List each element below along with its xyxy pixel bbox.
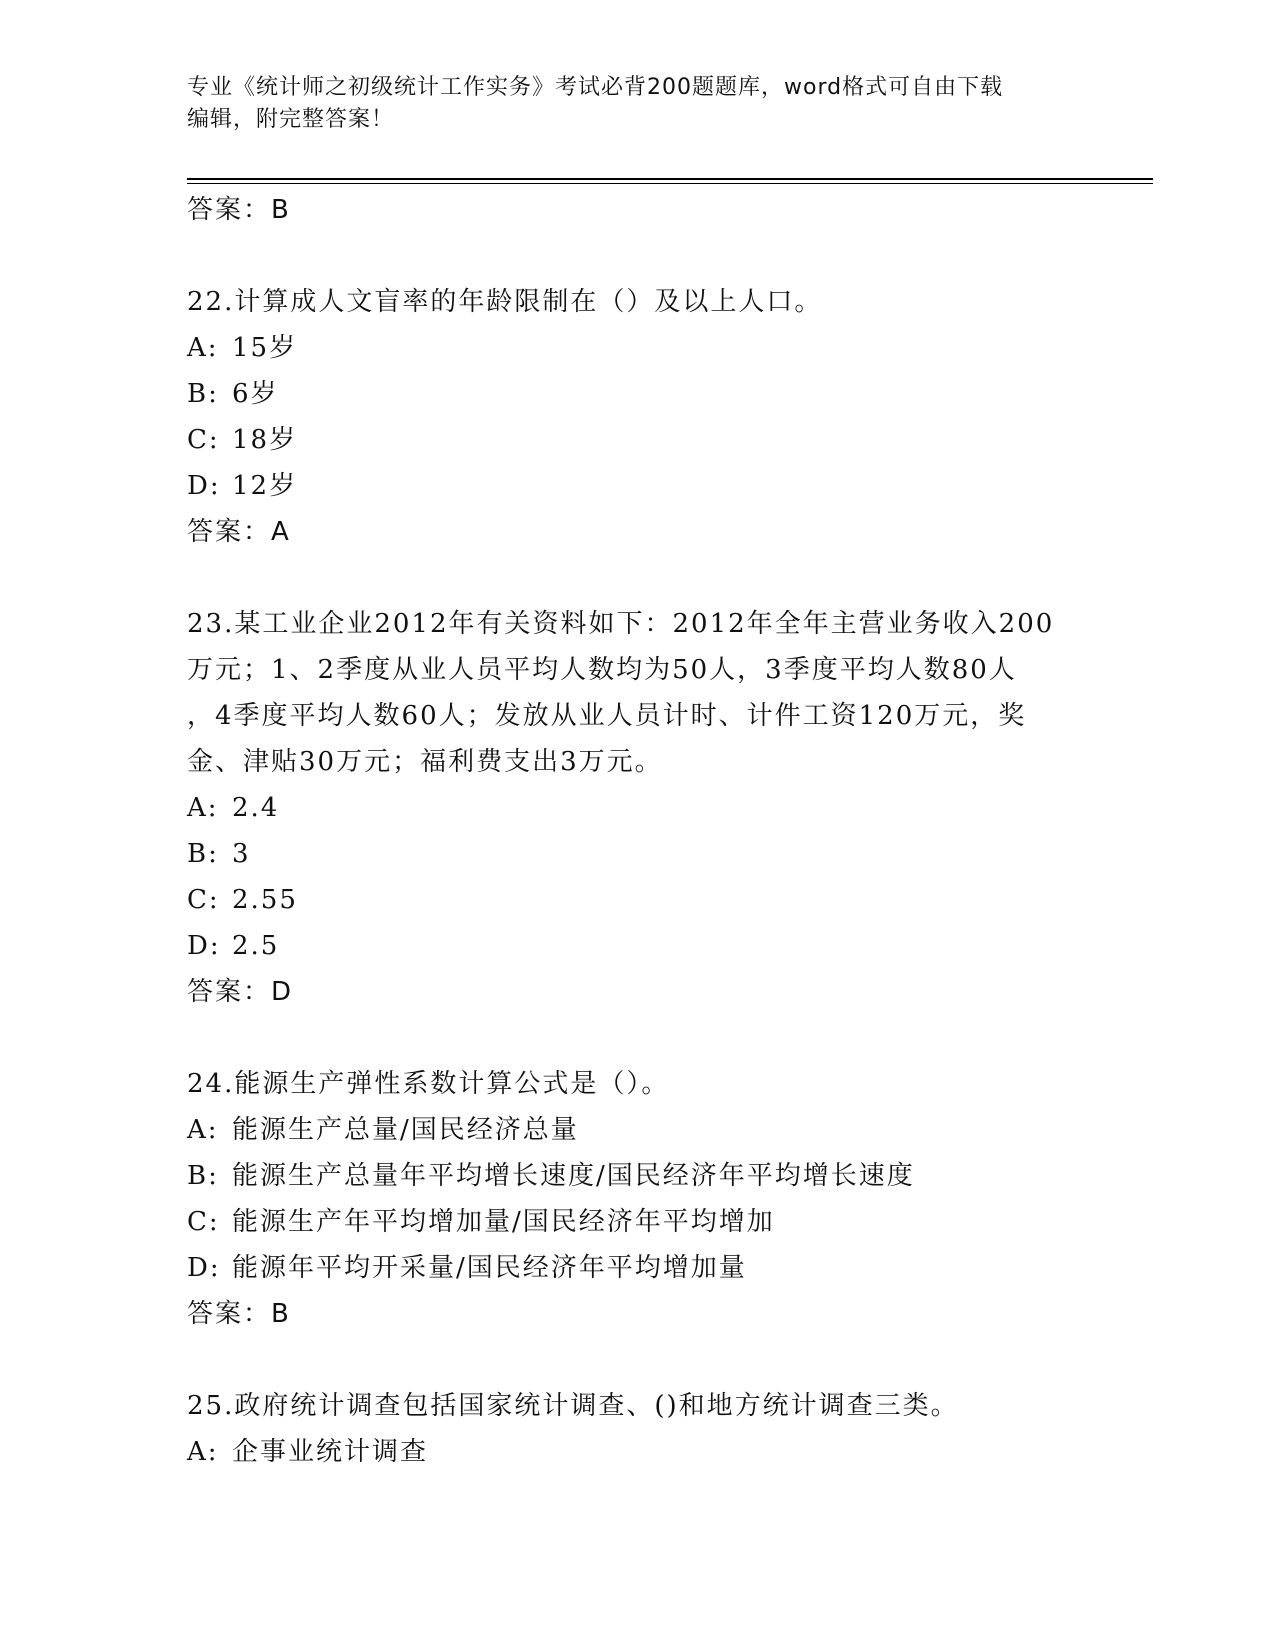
question-text-line: ，4季度平均人数60人；发放从业人员计时、计件工资120万元，奖 xyxy=(187,701,1027,731)
question-text: 22.计算成人文盲率的年龄限制在（）及以上人口。 xyxy=(187,287,823,317)
answer-line: 答案：A xyxy=(187,517,291,547)
option-text: 2.55 xyxy=(232,885,298,915)
option-text: 能源生产总量/国民经济总量 xyxy=(232,1115,579,1145)
option-d xyxy=(187,463,1087,509)
option-label: B: xyxy=(187,379,219,409)
option-text: 12岁 xyxy=(232,471,298,501)
option-a xyxy=(187,1107,1087,1153)
header-line-1: 专业《统计师之初级统计工作实务》考试必背200题题库，word格式可自由下载 xyxy=(187,75,1004,100)
option-a xyxy=(187,325,1087,371)
option-label: D: xyxy=(187,1253,221,1283)
option-c xyxy=(187,877,1087,923)
option-text: 18岁 xyxy=(232,425,298,455)
question-block xyxy=(187,1383,1087,1475)
header-divider-thin xyxy=(187,183,1153,184)
question-text-line: 23.某工业企业2012年有关资料如下：2012年全年主营业务收入200 xyxy=(187,609,1055,639)
option-c xyxy=(187,417,1087,463)
option-label: C: xyxy=(187,885,220,915)
option-label: D: xyxy=(187,931,221,961)
answer-line: 答案：B xyxy=(187,195,291,225)
option-d xyxy=(187,923,1087,969)
option-text: 15岁 xyxy=(232,333,298,363)
option-label: A: xyxy=(187,1115,219,1145)
question-text: 24.能源生产弹性系数计算公式是（）。 xyxy=(187,1069,670,1099)
question-list xyxy=(187,187,1087,1475)
option-label: A: xyxy=(187,793,219,823)
option-b xyxy=(187,831,1087,877)
option-d xyxy=(187,1245,1087,1291)
option-label: A: xyxy=(187,1437,219,1467)
header-divider xyxy=(187,178,1153,180)
option-c xyxy=(187,1199,1087,1245)
option-label: C: xyxy=(187,1207,220,1237)
option-label: D: xyxy=(187,471,221,501)
option-label: B: xyxy=(187,839,219,869)
option-label: C: xyxy=(187,425,220,455)
header-line-2: 编辑，附完整答案！ xyxy=(187,107,395,132)
option-text: 6岁 xyxy=(232,379,279,409)
question-block xyxy=(187,601,1087,1015)
option-text: 能源年平均开采量/国民经济年平均增加量 xyxy=(232,1253,747,1283)
option-text: 企事业统计调查 xyxy=(232,1437,429,1467)
option-text: 2.4 xyxy=(232,793,280,823)
question-block xyxy=(187,279,1087,555)
document-header xyxy=(187,72,1087,136)
option-a xyxy=(187,1429,1087,1475)
question-text-line: 金、津贴30万元；福利费支出3万元。 xyxy=(187,747,663,777)
option-text: 能源生产年平均增加量/国民经济年平均增加 xyxy=(232,1207,775,1237)
option-b xyxy=(187,1153,1087,1199)
option-label: B: xyxy=(187,1161,219,1191)
option-label: A: xyxy=(187,333,219,363)
option-text: 能源生产总量年平均增长速度/国民经济年平均增长速度 xyxy=(232,1161,915,1191)
answer-line: 答案：B xyxy=(187,1299,291,1329)
option-text: 2.5 xyxy=(232,931,280,961)
question-text-line: 万元；1、2季度从业人员平均人数均为50人，3季度平均人数80人 xyxy=(187,655,1017,685)
option-a xyxy=(187,785,1087,831)
question-text xyxy=(187,601,1087,785)
option-b xyxy=(187,371,1087,417)
option-text: 3 xyxy=(232,839,251,869)
question-text: 25.政府统计调查包括国家统计调查、()和地方统计调查三类。 xyxy=(187,1391,959,1421)
question-block xyxy=(187,1061,1087,1337)
answer-line: 答案：D xyxy=(187,977,294,1007)
